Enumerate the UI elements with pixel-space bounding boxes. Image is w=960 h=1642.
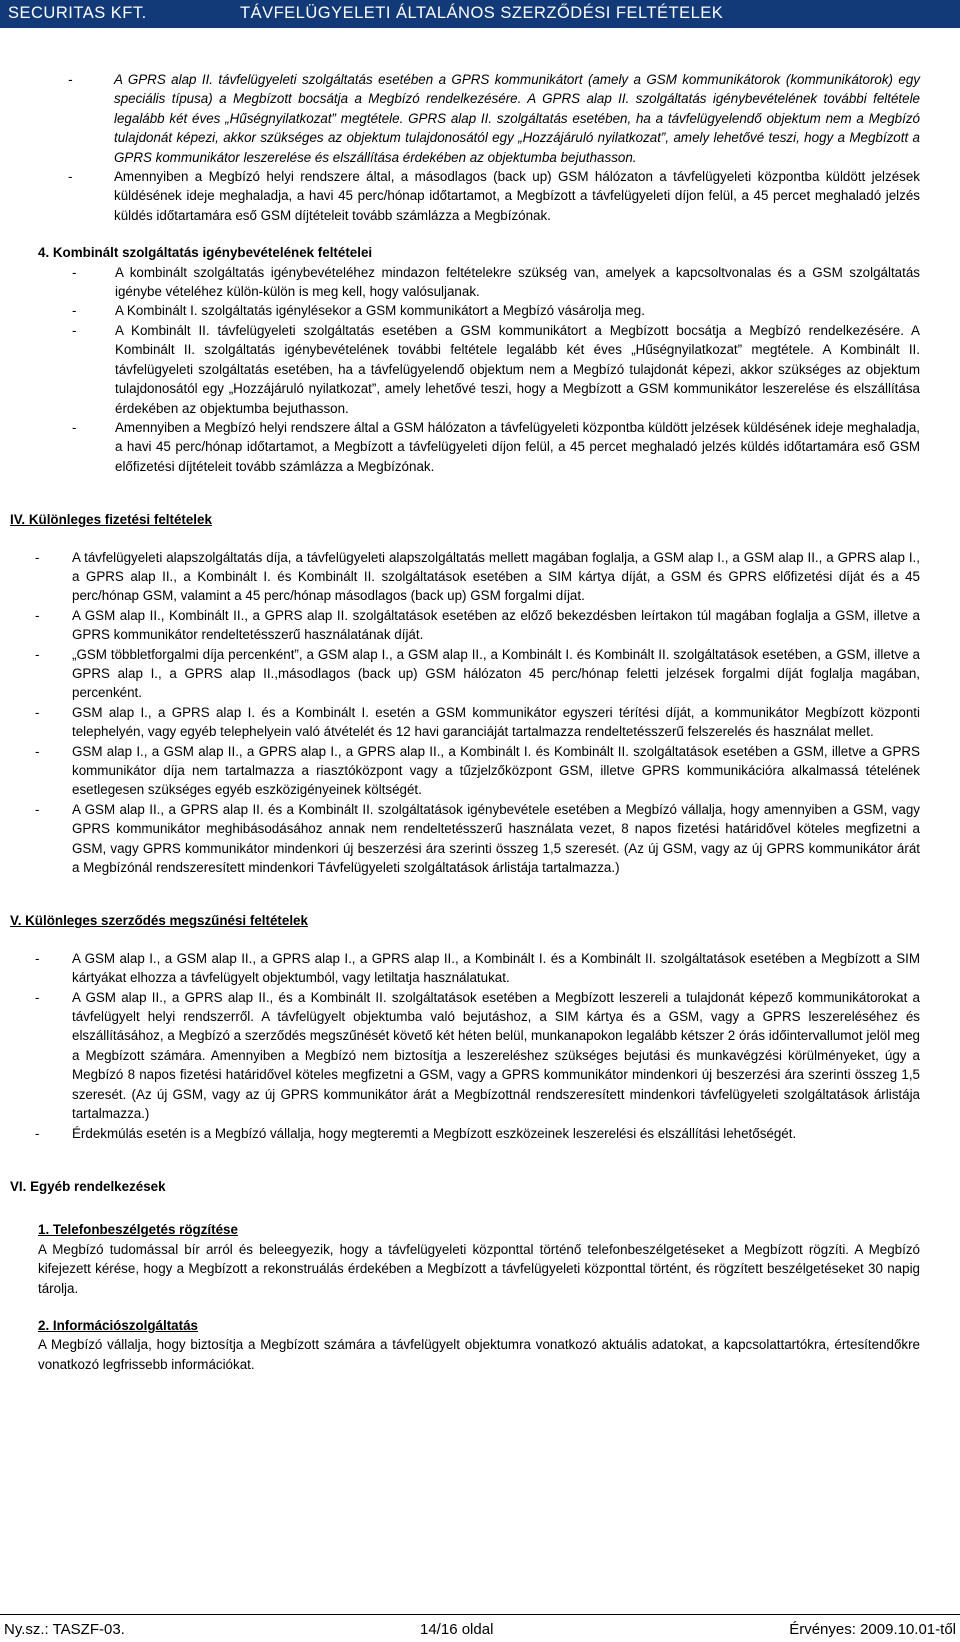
- list-item-text: A GSM alap I., a GSM alap II., a GPRS alap I., a GPRS alap II., a Kombinált I. és a Kombinált II. szolgáltatások esetében a Megbízott a SIM kártyákat elhozza a távfelügyelt objektumból, vagy letiltatja használatukat.: [72, 950, 920, 986]
- gprs-list: [40, 70, 920, 225]
- subsection-heading: 1. Telefonbeszélgetés rögzítése: [38, 1222, 238, 1238]
- section-heading: IV. Különleges fizetési feltételek: [10, 512, 212, 528]
- list-dash: -: [35, 950, 40, 966]
- list-item: [35, 800, 920, 878]
- list-item: [35, 949, 920, 988]
- list-dash: -: [72, 303, 77, 319]
- section-vi-body: [38, 1220, 920, 1374]
- list-dash: -: [35, 989, 40, 1005]
- list-dash: -: [68, 72, 73, 87]
- document-body: [10, 70, 920, 1374]
- list-item-text: A távfelügyeleti alapszolgáltatás díja, a távfelügyeleti alapszolgáltatás mellett magában foglalja, a GSM alap I., a GSM alap II., a GPRS alap I., a GPRS alap II., a Kombinált I. és Kombinált II. szolgáltatások esetében a SIM kártya díját, a GSM és GPRS előfizetési díját és a 45 perc/hónap GSM, valamint a 45 perc/hónap másodlagos (back up) GSM forgalmi díjat.: [72, 549, 920, 604]
- company-name: SECURITAS KFT.: [8, 4, 147, 22]
- list-dash: -: [35, 704, 40, 720]
- list-item-text: „GSM többletforgalmi díja percenként”, a GSM alap I., a GSM alap II., a Kombinált I. és Kombinált II. szolgáltatások esetében, a GSM, illetve a GPRS alap I., a GPRS alap II.,másodlagos (back up) GSM hálózaton 45 perc/hónap feletti jelzések forgalmi díját foglalja magában, percenként.: [72, 646, 920, 701]
- list-dash: -: [35, 743, 40, 759]
- list-item: [40, 321, 920, 418]
- list-item: [35, 703, 920, 742]
- list-item: [40, 70, 920, 167]
- list-item-text: GSM alap I., a GSM alap II., a GPRS alap I., a GPRS alap II., a Kombinált I. és Kombinált II. szolgáltatások esetében a GSM, illetve a GPRS kommunikátor díja nem tartalmazza a riasztóközpont vagy a tűzjelzőközpont GSM, illetve GPRS kommunikációra alkalmassá tételének esetlegesen szükséges egyéb eszközigényeinek költségét.: [72, 743, 920, 798]
- registration-number: Ny.sz.: TASZF-03.: [4, 1621, 125, 1638]
- page-footer: [0, 1614, 960, 1642]
- list-item-text: Amennyiben a Megbízó helyi rendszere által a GSM hálózaton a távfelügyeleti központba küldött jelzések küldésének ideje meghaladja, a havi 45 perc/hónap időtartamot, a Megbízott a távfelügyeleti díjon felül, a 45 percet meghaladó jelzés küldés időtartamára eső GSM előfizetési díjtételeit tovább számlázza a Megbízónak.: [115, 419, 920, 474]
- list-item-text: GSM alap I., a GPRS alap I. és a Kombinált I. esetén a GSM kommunikátor egyszeri térítési díját, a kommunikátor Megbízott központi telephelyén, vagy egyéb telephelyein való átvételét és 12 havi garanciáját tartalmazza rendeltetésszerű felszerelés és használat mellet.: [72, 704, 920, 740]
- section-iv-list: [35, 548, 920, 878]
- list-item: [35, 1124, 920, 1143]
- paragraph: A Megbízó vállalja, hogy biztosítja a Megbízott számára a távfelügyelt objektumra vonatkozó aktuális adatokat, a kapcsolattartókra, értesítendőkre vonatkozó legfrissebb információkat.: [38, 1337, 920, 1372]
- list-item-text: A Kombinált II. távfelügyeleti szolgáltatás esetében a GSM kommunikátort a Megbízott bocsátja a Megbízó rendelkezésére. A Kombinált II. szolgáltatás igénybevételének további feltétele legalább két éves „Hűségnyilatkozat” megtétele. A Kombinált II. távfelügyeleti szolgáltatás esetében, ha a távfelügyelendő objektum nem a Megbízó tulajdonát képezi, akkor szükséges az objektum tulajdonosától egy „Hozzájáruló nyilatkozat”, amely lehetővé teszi, hogy a Megbízott a GSM kommunikátor leszerelése és elszállítása érdekében az objektumba bejuthasson.: [115, 322, 920, 416]
- list-dash: -: [72, 419, 77, 435]
- section-vi-heading: [10, 1177, 920, 1196]
- section-v-heading: [10, 911, 920, 930]
- list-item-text: A GSM alap II., a GPRS alap II., és a Kombinált II. szolgáltatások esetében a Megbízott leszereli a tulajdonát képező kommunikátorokat a távfelügyelt helyi rendszerről. A távfelügyelt objektumba való bejutáshoz, a SIM kártya és a GSM, vagy a GPRS leszereléséhez és elszállításához, a Megbízó a szerződés megszűnését követő két héten belül, munkanapokon legalább kétszer 2 órás időintervallumot jelöl meg a Megbízott számára. Amennyiben a Megbízó nem biztosítja a leszereléshez szükséges bejutási és munkavégzési körülményeket, úgy a Megbízó 8 napos fizetési határidővel köteles megfizetni a GSM, vagy a GPRS kommunikátor mindenkori új beszerzési ára szerinti összeg 1,5 szeresét. (Az új GSM, vagy az új GPRS kommunikátor árát a Megbízottnál rendszeresített mindenkori távfelügyeleti szolgáltatások árlistája tartalmazza.): [72, 989, 920, 1122]
- list-item: [35, 548, 920, 606]
- list-item: [40, 167, 920, 225]
- list-item-text: A GSM alap II., Kombinált II., a GPRS alap II. szolgáltatások esetében az előző bekezdésben leírtakon túl magában foglalja a GSM, illetve a GPRS kommunikátor rendeltetésszerű használatának díját.: [72, 607, 920, 643]
- list-dash: -: [35, 549, 40, 565]
- section-v-list: [35, 949, 920, 1143]
- paragraph: A Megbízó tudomással bír arról és beleegyezik, hogy a távfelügyeleti központtal történő telefonbeszélgetéseket a Megbízott rögzíti. A Megbízó kifejezett kérése, hogy a Megbízott a rekonstruálás érdekében a Megbízott a távfelügyeleti központtal történt, és rögzített beszélgetéseket 30 napig tárolja.: [38, 1241, 920, 1296]
- list-dash: -: [72, 322, 77, 338]
- list-item-text: A GSM alap II., a GPRS alap II. és a Kombinált II. szolgáltatások igénybevétele esetében a Megbízó vállalja, hogy amennyiben a GSM, vagy GPRS kommunikátor meghibásodásához annak nem rendeltetésszerű használata vezet, 8 napos fizetési határidővel köteles megfizetni a GSM, vagy GPRS kommunikátor mindenkori új beszerzési ára szerinti összeg 1,5 szeresét. (Az új GSM, vagy az új GPRS kommunikátor árát a Megbízónál rendszeresített mindenkori Távfelügyeleti szolgáltatások árlistája tartalmazza.): [72, 801, 920, 876]
- section-4: [40, 243, 920, 476]
- section-iv-heading: [10, 510, 920, 529]
- validity-date: Érvényes: 2009.10.01-től: [789, 1621, 956, 1638]
- list-item: [40, 263, 920, 302]
- list-dash: -: [35, 801, 40, 817]
- list-item: [35, 606, 920, 645]
- list-dash: -: [35, 646, 40, 662]
- list-item-text: Amennyiben a Megbízó helyi rendszere által, a másodlagos (back up) GSM hálózaton a távfelügyeleti központba küldött jelzések küldésének ideje meghaladja, a havi 45 perc/hónap időtartamot, a Megbízott a távfelügyeleti díjon felül, a 45 percet meghaladó jelzés küldés időtartamára eső GSM díjtételeit tovább számlázza a Megbízónak.: [114, 169, 920, 223]
- page-number: 14/16 oldal: [420, 1621, 494, 1638]
- list-item: [40, 418, 920, 476]
- section-heading: VI. Egyéb rendelkezések: [10, 1178, 166, 1194]
- list-item-text: A Kombinált I. szolgáltatás igénylésekor a GSM kommunikátort a Megbízó vásárolja meg.: [115, 303, 645, 319]
- list-dash: -: [72, 264, 77, 280]
- list-item-text: Érdekmúlás esetén is a Megbízó vállalja, hogy megteremti a Megbízott eszközeinek leszerelési és elszállítási lehetőségét.: [72, 1125, 797, 1141]
- list-item-text: A GPRS alap II. távfelügyeleti szolgáltatás esetében a GPRS kommunikátort (amely a GSM kommunikátorok (kommunikátorok) egy speciális típusa) a Megbízott bocsátja a Megbízó rendelkezésére. A GPRS alap II. szolgáltatás igénybevételének további feltétele legalább két éves „Hűségnyilatkozat” megtétele. GPRS alap II. szolgáltatás esetében, ha a távfelügyelendő objektum nem a Megbízó tulajdonát képezi, akkor szükséges az objektum tulajdonosától egy „Hozzájáruló nyilatkozat”, amely lehetővé teszi, hogy a Megbízott a GPRS kommunikátor leszerelése és elszállítása érdekében az objektumba bejuthasson.: [114, 72, 920, 165]
- list-dash: -: [35, 607, 40, 623]
- document-title: TÁVFELÜGYELETI ÁLTALÁNOS SZERZŐDÉSI FELTÉTELEK: [240, 4, 724, 22]
- list-dash: -: [35, 1125, 40, 1141]
- list-item: [35, 988, 920, 1124]
- list-item: [35, 645, 920, 703]
- section-heading: 4. Kombinált szolgáltatás igénybevételének feltételei: [38, 245, 373, 261]
- list-dash: -: [68, 169, 73, 185]
- subsection-heading: 2. Információszolgáltatás: [38, 1317, 198, 1333]
- list-item-text: A kombinált szolgáltatás igénybevételéhez mindazon feltételekre szükség van, amelyek a kapcsoltvonalas és a GSM szolgáltatás igénybe vételéhez külön-külön is meg kell, hogy valósuljanak.: [115, 264, 920, 300]
- list-item: [35, 742, 920, 800]
- page-header: [0, 0, 960, 28]
- list-item: [40, 301, 920, 320]
- section-heading: V. Különleges szerződés megszűnési feltételek: [10, 913, 308, 929]
